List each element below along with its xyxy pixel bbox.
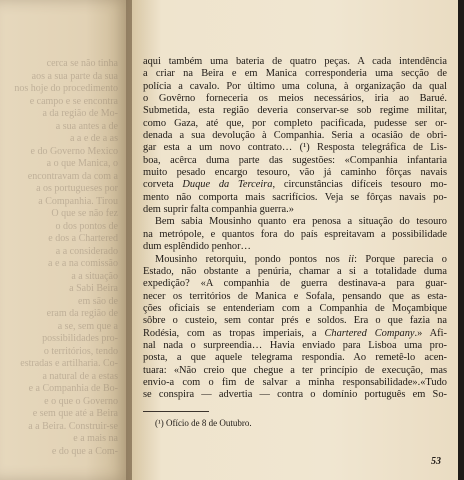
text-line — [143, 204, 447, 216]
text-segment: necer os territórios de Manica e Sofala, pensando que as esta- — [143, 290, 447, 302]
text-segment: envio-a com o fim de salvar a minha responsabilidade».«Tudo — [143, 376, 447, 388]
text-line — [143, 303, 447, 315]
italic-phrase: Duque da Terceira — [182, 179, 273, 191]
text-segment: Bem sabia Mousinho quanto era penosa a situação do tesouro — [155, 216, 447, 228]
text-line — [143, 81, 447, 93]
left-page-line: a natural de a estas — [42, 370, 118, 382]
text-line — [143, 130, 447, 142]
left-page-line: e dos a Chartered — [48, 233, 118, 244]
text-segment: : Porque parecia o — [354, 253, 447, 265]
text-line — [143, 56, 447, 68]
text-segment: , circunstâncias difíceis tesouro mo- — [272, 179, 448, 191]
page-number: 53 — [431, 456, 441, 467]
left-page-line: a sua antes a de — [55, 120, 118, 132]
left-page-line: a o que Manica, o — [46, 158, 118, 169]
text-segment: Submetida, esta região deveria conservar-se sob regime militar, — [143, 105, 447, 117]
left-page-line: a os portugueses por — [36, 183, 118, 194]
left-page-line: a a e de a as — [69, 133, 118, 144]
text-line — [143, 278, 447, 290]
text-line — [143, 142, 447, 154]
left-page-line: e a Companhia de Bo- — [28, 383, 118, 394]
text-segment: tuara: «Não creio que chegue a ter princípio de execução, mas — [143, 364, 447, 376]
text-segment: gar esta a um novo contrato… (¹) Resposta telegráfica de Lis- — [143, 142, 447, 154]
text-line — [143, 68, 447, 80]
left-page-line: e sem que até a Beira — [32, 408, 118, 419]
left-page-line: a a Beira. Construir-se — [28, 420, 118, 432]
text-segment: nal nada o surpreendia… Havia enviado para Lisboa uma pro- — [143, 339, 447, 351]
left-page-line: a a considerado — [55, 245, 118, 257]
left-page-line: a se, sem que a — [57, 320, 118, 332]
text-line — [143, 192, 447, 204]
text-line — [143, 216, 447, 228]
text-segment: Mousinho retorquiu, pondo pontos nos — [155, 253, 349, 265]
left-page-line: o territórios, tendo — [43, 345, 118, 357]
left-page-edge — [0, 0, 132, 480]
text-segment: como Gaza, até que, por completo pacificada, pudesse ser or- — [143, 117, 447, 129]
text-segment: posta, a que aquele telegrama respondia. Ao remetê-lo acen- — [143, 352, 447, 364]
text-line — [143, 365, 447, 377]
text-line — [143, 229, 447, 241]
text-segment: o Govêrno forneceria os meios necessários, iria ao Barué. — [143, 93, 447, 105]
left-page-line: o dos pontos de — [55, 220, 118, 232]
italic-phrase: ii — [348, 253, 355, 265]
body-text — [143, 56, 447, 402]
text-line — [143, 266, 447, 278]
left-page-line: encontravam da com a — [27, 170, 118, 182]
text-line — [143, 377, 447, 389]
text-line — [143, 291, 447, 303]
left-page-line: a Sabi Beira — [69, 283, 118, 294]
left-page-line: a da região de Mo- — [42, 108, 118, 119]
footnote-divider — [143, 411, 209, 412]
left-page-line: a Companhia. Tirou — [38, 195, 118, 207]
text-segment: muito pesado encargo tesouro, vão já caminho fôrças navais — [143, 167, 447, 179]
left-page-line: O que se não fez — [51, 208, 118, 219]
left-page-line: estradas e artilharia. Co- — [20, 358, 118, 369]
text-segment: polícia a cavalo. Por último uma coluna, à organização da qual — [143, 80, 447, 92]
text-segment: Estado, não obstante a penúria, chamar a si a totalidade duma — [143, 265, 447, 277]
text-segment: na metrópole, e quantos fora do país espreitavam a possibilidade — [143, 228, 447, 240]
left-page-line: cerca se não tinha — [46, 58, 118, 69]
text-segment: boa, acêrca duma parte das sugestões: «Companhia infantaria — [143, 154, 447, 166]
left-page-line: eram da região de — [46, 308, 118, 319]
left-page-line: e a mais na — [73, 433, 118, 444]
left-page-line: a a situação — [71, 270, 118, 282]
left-page-line: em são de — [78, 295, 118, 307]
text-line — [143, 167, 447, 179]
left-page-line: e do Governo Mexico — [30, 145, 118, 157]
italic-phrase: Chartered Company — [324, 327, 415, 339]
text-line — [143, 315, 447, 327]
left-page-line: possibilidades pro- — [42, 333, 118, 344]
text-line — [143, 93, 447, 105]
text-line — [143, 340, 447, 352]
text-segment: a criar na Beira e em Manica corresponderia uma secção de — [143, 68, 447, 80]
text-segment: sôbre o custeio, sem contar prés e soldos. Era o que fazia na — [143, 315, 447, 327]
text-line — [143, 118, 447, 130]
text-line — [143, 105, 447, 117]
left-page-bleed-text — [0, 58, 118, 458]
text-segment: dem suprir falta companhia guerra.» — [143, 204, 294, 216]
text-segment: denada a sua devolução à Companhia. Seria a ocasião de obri- — [143, 130, 447, 142]
footnote: (¹) Ofício de 8 de Outubro. — [155, 418, 252, 428]
text-segment: se conspira — advertia — contra o domínio português em So- — [143, 389, 447, 401]
left-page-line: e o que o Governo — [44, 395, 118, 407]
text-segment: Rodésia, com as tropas imperiais, a — [143, 327, 325, 339]
left-page-line: aos a sua parte da sua — [31, 70, 118, 82]
text-segment: corveta — [143, 179, 183, 191]
text-line — [143, 328, 447, 340]
left-page-line: nos hoje do procedimento — [14, 83, 118, 94]
left-page-line: e do que a Com- — [51, 445, 118, 457]
text-segment: aqui também uma bateria de quatro peças. A cada intendência — [143, 56, 447, 67]
left-page-line: e campo e se encontra — [29, 95, 118, 107]
text-segment: ções oficiais se entenderiam com a Companhia de Moçambique — [143, 302, 447, 314]
text-segment: .» Afi- — [414, 327, 447, 339]
text-line — [143, 241, 447, 253]
text-segment: mento não comporta mais sacrifícios. Veja se fôrças navais po- — [143, 191, 447, 203]
scan-border — [458, 0, 464, 480]
text-line — [143, 352, 447, 364]
text-line — [143, 155, 447, 167]
text-line — [143, 254, 447, 266]
left-page-line: a e a na comissão — [48, 258, 118, 269]
text-segment: dum esplêndido penhor… — [143, 241, 251, 253]
text-line — [143, 179, 447, 191]
text-line — [143, 389, 447, 401]
text-segment: expedição? «A companhia de guerra destinava-a para guar- — [143, 278, 447, 290]
